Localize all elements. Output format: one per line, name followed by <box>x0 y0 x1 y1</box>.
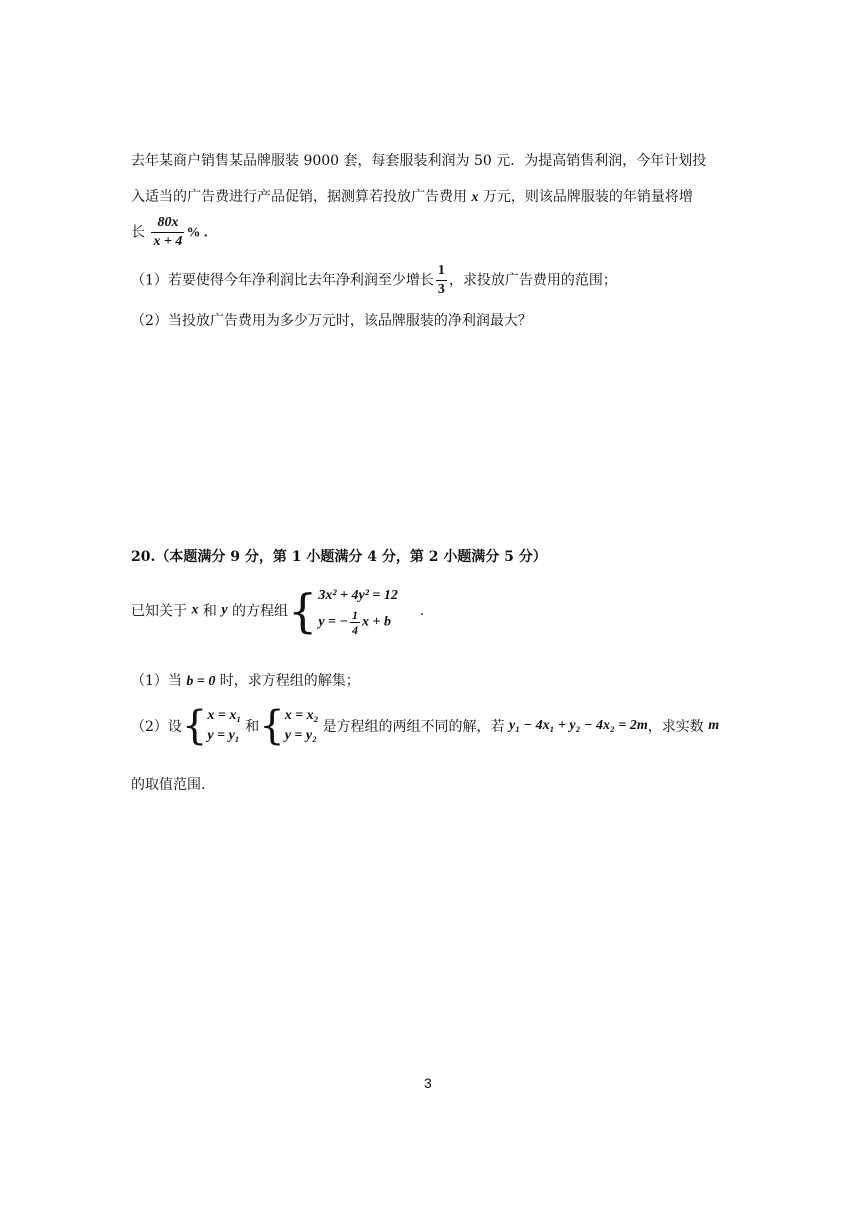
page-number-text: 3 <box>424 1075 432 1091</box>
p19-q1-text-a: （1）若要使得今年净利润比去年净利润至少增长 <box>131 272 434 289</box>
p20-eq2-frac-denominator: 4 <box>352 623 358 637</box>
p19-q1-frac-numerator: 1 <box>436 262 447 281</box>
p20-sol2-x: x = x₂ <box>284 708 319 723</box>
p20-sol2-brace: { <box>259 703 285 749</box>
p19-q1-frac-denominator: 3 <box>437 282 445 297</box>
p20-system-brace: { <box>288 583 318 638</box>
p20-question-1 <box>131 670 360 690</box>
p20-solution-2 <box>285 706 319 746</box>
p19-line2-text-a: 入适当的广告费进行产品促销，据测算若投放广告费用 <box>131 189 472 205</box>
p20-var-x: x <box>191 602 199 618</box>
p20-sol1-x: x = x₁ <box>207 708 242 723</box>
p19-line1-text: 去年某商户销售某品牌服装 9000 套，每套服装利润为 50 元．为提高销售利润，今年计划投 <box>131 153 707 169</box>
p20-intro-text-mid: 和 <box>198 603 222 620</box>
p20-q1-condition: b = 0 <box>186 674 216 689</box>
p19-line2-text-b: 万元，则该品牌服装的年销量将增 <box>478 189 693 205</box>
p20-q2-expression: y₁ − 4x₁ + y₂ − 4x₂ = 2m <box>509 718 648 733</box>
p20-q1-text-b: 时，求方程组的解集； <box>215 673 360 689</box>
p20-var-y: y <box>221 602 228 618</box>
p20-intro-text-a: 已知关于 <box>131 603 192 620</box>
p20-q2-text-d: 的取值范围． <box>131 777 215 793</box>
p19-line3-text-b: % . <box>186 225 208 241</box>
p19-growth-fraction <box>151 214 184 251</box>
p19-question-1 <box>131 262 617 299</box>
p20-heading <box>131 546 547 566</box>
p20-q2-text-c: ，求实数 <box>647 719 709 735</box>
p19-line2 <box>131 186 693 206</box>
p19-line3-text-a: 长 <box>131 224 150 241</box>
p20-question-2 <box>131 703 720 749</box>
p20-intro-text-b: 的方程组 <box>227 603 289 620</box>
page-number <box>424 1075 432 1091</box>
p20-q1-text-a: （1）当 <box>131 673 187 689</box>
p20-sol2-y: y = y₂ <box>284 728 317 743</box>
p20-solution-1 <box>207 706 241 746</box>
p20-eq2-frac-numerator: 1 <box>352 608 358 622</box>
p20-question-2-continued <box>131 774 215 794</box>
p20-var-m: m <box>708 718 720 733</box>
p19-question-2 <box>131 310 532 330</box>
p19-q1-fraction <box>436 262 447 299</box>
p20-equation-2 <box>318 608 398 637</box>
p19-line1 <box>131 150 706 170</box>
p20-eq2-fraction <box>350 608 360 637</box>
p19-line3 <box>131 214 207 251</box>
p20-eq2-lhs: y = − <box>318 614 348 630</box>
p20-intro-end: . <box>419 602 425 619</box>
p20-q2-text-b: 是方程组的两组不同的解，若 <box>322 719 509 735</box>
p19-q1-text-b: ，求投放广告费用的范围； <box>448 272 617 289</box>
p20-equation-1: 3x² + 4y² = 12 <box>318 588 398 603</box>
p20-eq2-rhs: x + b <box>362 614 391 630</box>
p19-frac-numerator: 80x <box>151 214 184 233</box>
p19-frac-denominator: x + 4 <box>153 234 183 249</box>
p20-sol1-brace: { <box>181 703 208 749</box>
p20-equation-system <box>318 584 398 637</box>
p19-var-x: x <box>471 190 479 205</box>
p20-q2-and: 和 <box>245 719 260 735</box>
p20-heading-text: 20.（本题满分 9 分，第 1 小题满分 4 分，第 2 小题满分 5 分） <box>131 549 547 565</box>
p19-q2-text: （2）当投放广告费用为多少万元时，该品牌服装的净利润最大？ <box>131 313 532 329</box>
p20-intro <box>131 584 424 637</box>
p20-q2-text-a: （2）设 <box>131 719 182 735</box>
p20-sol1-y: y = y₁ <box>207 728 240 743</box>
